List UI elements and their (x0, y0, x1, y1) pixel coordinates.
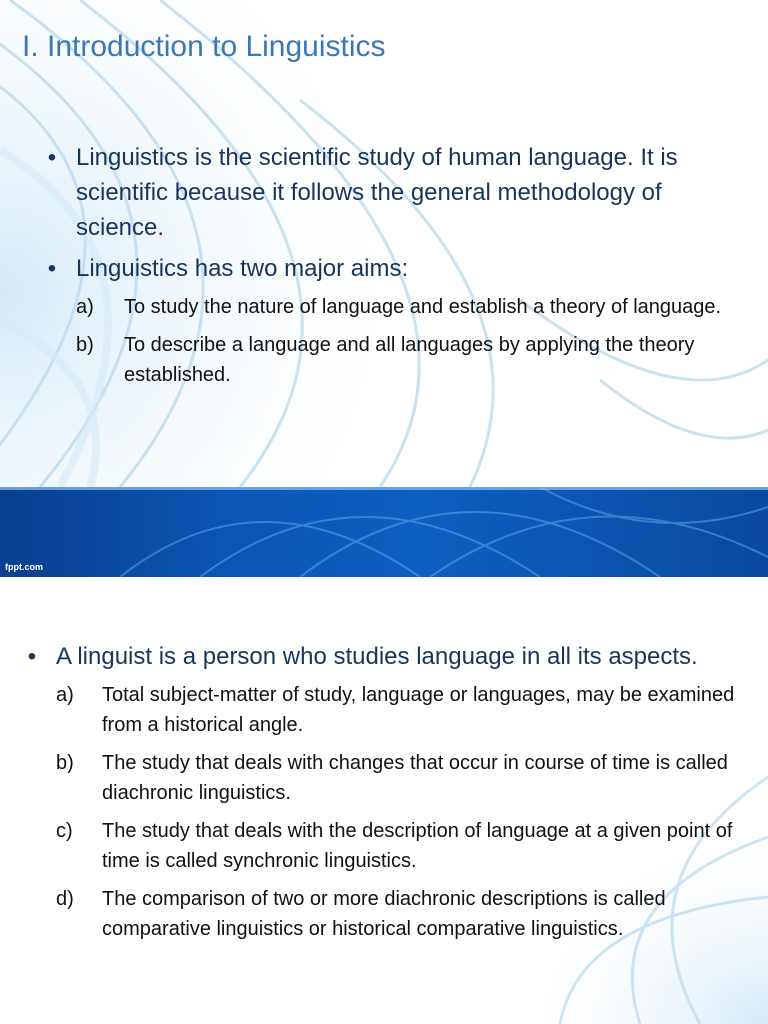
bullet-list (22, 639, 742, 952)
list-item (42, 251, 732, 390)
list-item (56, 680, 742, 740)
list-marker: a) (56, 684, 74, 706)
list-marker: d) (56, 888, 74, 910)
list-item (42, 140, 732, 245)
list-marker: b) (76, 334, 94, 356)
bullet-text: Linguistics has two major aims: (76, 255, 409, 282)
list-item (76, 292, 732, 322)
sub-list (76, 292, 732, 390)
slide-title: I. Introduction to Linguistics (22, 30, 386, 63)
footer-brand: fppt.com (5, 562, 43, 572)
footer-swirl-decoration (0, 487, 768, 577)
bullet-text: A linguist is a person who studies language in all its aspects. (56, 643, 698, 670)
slide-2 (0, 577, 768, 1024)
list-item (22, 639, 742, 944)
list-item (76, 330, 732, 390)
bullet-dot-icon: • (27, 643, 37, 670)
sub-item-text: To describe a language and all languages by applying the theory established. (124, 334, 695, 386)
bullet-dot-icon: • (47, 255, 57, 282)
sub-item-text: Total subject-matter of study, language or languages, may be examined from a historical angle. (102, 684, 735, 736)
list-marker: b) (56, 752, 74, 774)
sub-item-text: The comparison of two or more diachronic descriptions is called comparative linguistics or historical comparative linguistics. (102, 888, 666, 940)
sub-item-text: The study that deals with the description of language at a given point of time is called synchronic linguistics. (102, 820, 733, 872)
list-item (56, 748, 742, 808)
sub-item-text: The study that deals with changes that occur in course of time is called diachronic linguistics. (102, 752, 728, 804)
list-item (56, 884, 742, 944)
list-item (56, 816, 742, 876)
bullet-dot-icon: • (47, 144, 57, 171)
list-marker: a) (76, 296, 94, 318)
list-marker: c) (56, 820, 73, 842)
bullet-list (42, 140, 732, 398)
sub-item-text: To study the nature of language and establish a theory of language. (124, 296, 722, 318)
footer-band (0, 487, 768, 577)
bullet-text: Linguistics is the scientific study of human language. It is scientific because it follows the general methodology of science. (76, 144, 678, 241)
sub-list (56, 680, 742, 944)
